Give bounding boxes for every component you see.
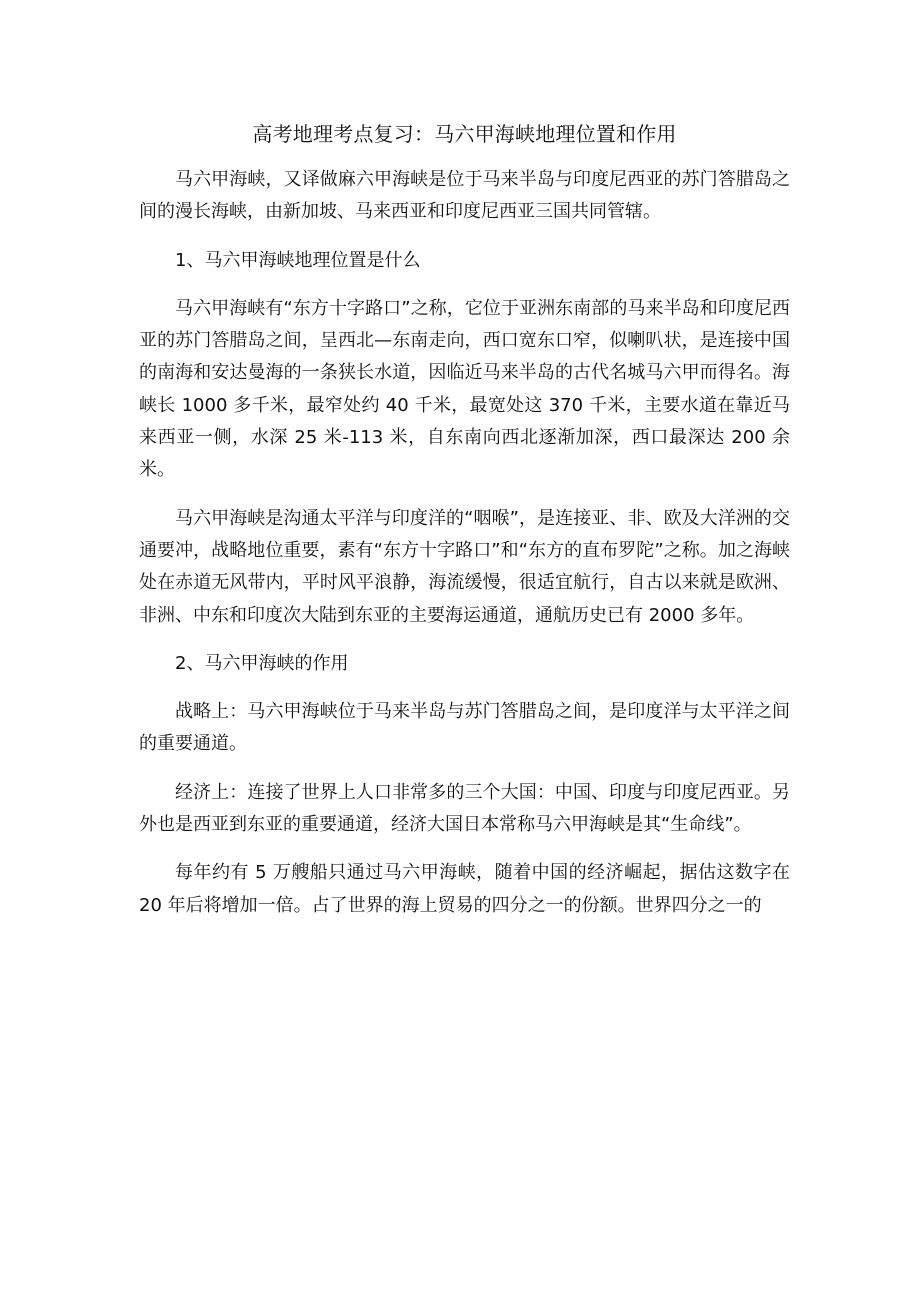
section-2-paragraph-economy: 经济上：连接了世界上人口非常多的三个大国：中国、印度与印度尼西亚。另外也是西亚到东亚的重要通道，经济大国日本常称马六甲海峡是其“生命线”。: [139, 781, 790, 836]
section-2-paragraph-traffic: 每年约有 5 万艘船只通过马六甲海峡，随着中国的经济崛起，据估这数字在 20 年后将增加一倍。占了世界的海上贸易的四分之一的份额。世界四分之一的: [139, 862, 790, 916]
document-title: 高考地理考点复习：马六甲海峡地理位置和作用: [252, 122, 677, 146]
section-1-heading: 1、马六甲海峡地理位置是什么: [175, 249, 421, 271]
section-2-paragraph-strategy: 战略上：马六甲海峡位于马来半岛与苏门答腊岛之间，是印度洋与太平洋之间的重要通道。: [139, 701, 790, 755]
section-2-heading: 2、马六甲海峡的作用: [175, 652, 349, 674]
section-1-paragraph-2: 马六甲海峡是沟通太平洋与印度洋的“咽喉”，是连接亚、非、欧及大洋洲的交通要冲，战略地位重要，素有“东方十字路口”和“东方的直布罗陀”之称。加之海峡处在赤道无风带内，平时风平浪静，海流缓慢，很适宜航行，自古以来就是欧洲、非洲、中东和印度次大陆到东亚的主要海运通道，通航历史已有 2000 多年。: [139, 507, 790, 626]
document-page: [139, 118, 790, 938]
intro-paragraph: 马六甲海峡，又译做麻六甲海峡是位于马来半岛与印度尼西亚的苏门答腊岛之间的漫长海峡，由新加坡、马来西亚和印度尼西亚三国共同管辖。: [139, 169, 790, 223]
section-1-paragraph-1: 马六甲海峡有“东方十字路口”之称，它位于亚洲东南部的马来半岛和印度尼西亚的苏门答腊岛之间，呈西北—东南走向，西口宽东口窄，似喇叭状，是连接中国的南海和安达曼海的一条狭长水道，因临近马来半岛的古代名城马六甲而得名。海峡长 1000 多千米，最窄处约 40 千米，最宽处这 370 千米，主要水道在靠近马来西亚一侧，水深 25 米-113 米，自东南向西北逐渐加深，西口最深达 200 余米。: [139, 297, 790, 481]
